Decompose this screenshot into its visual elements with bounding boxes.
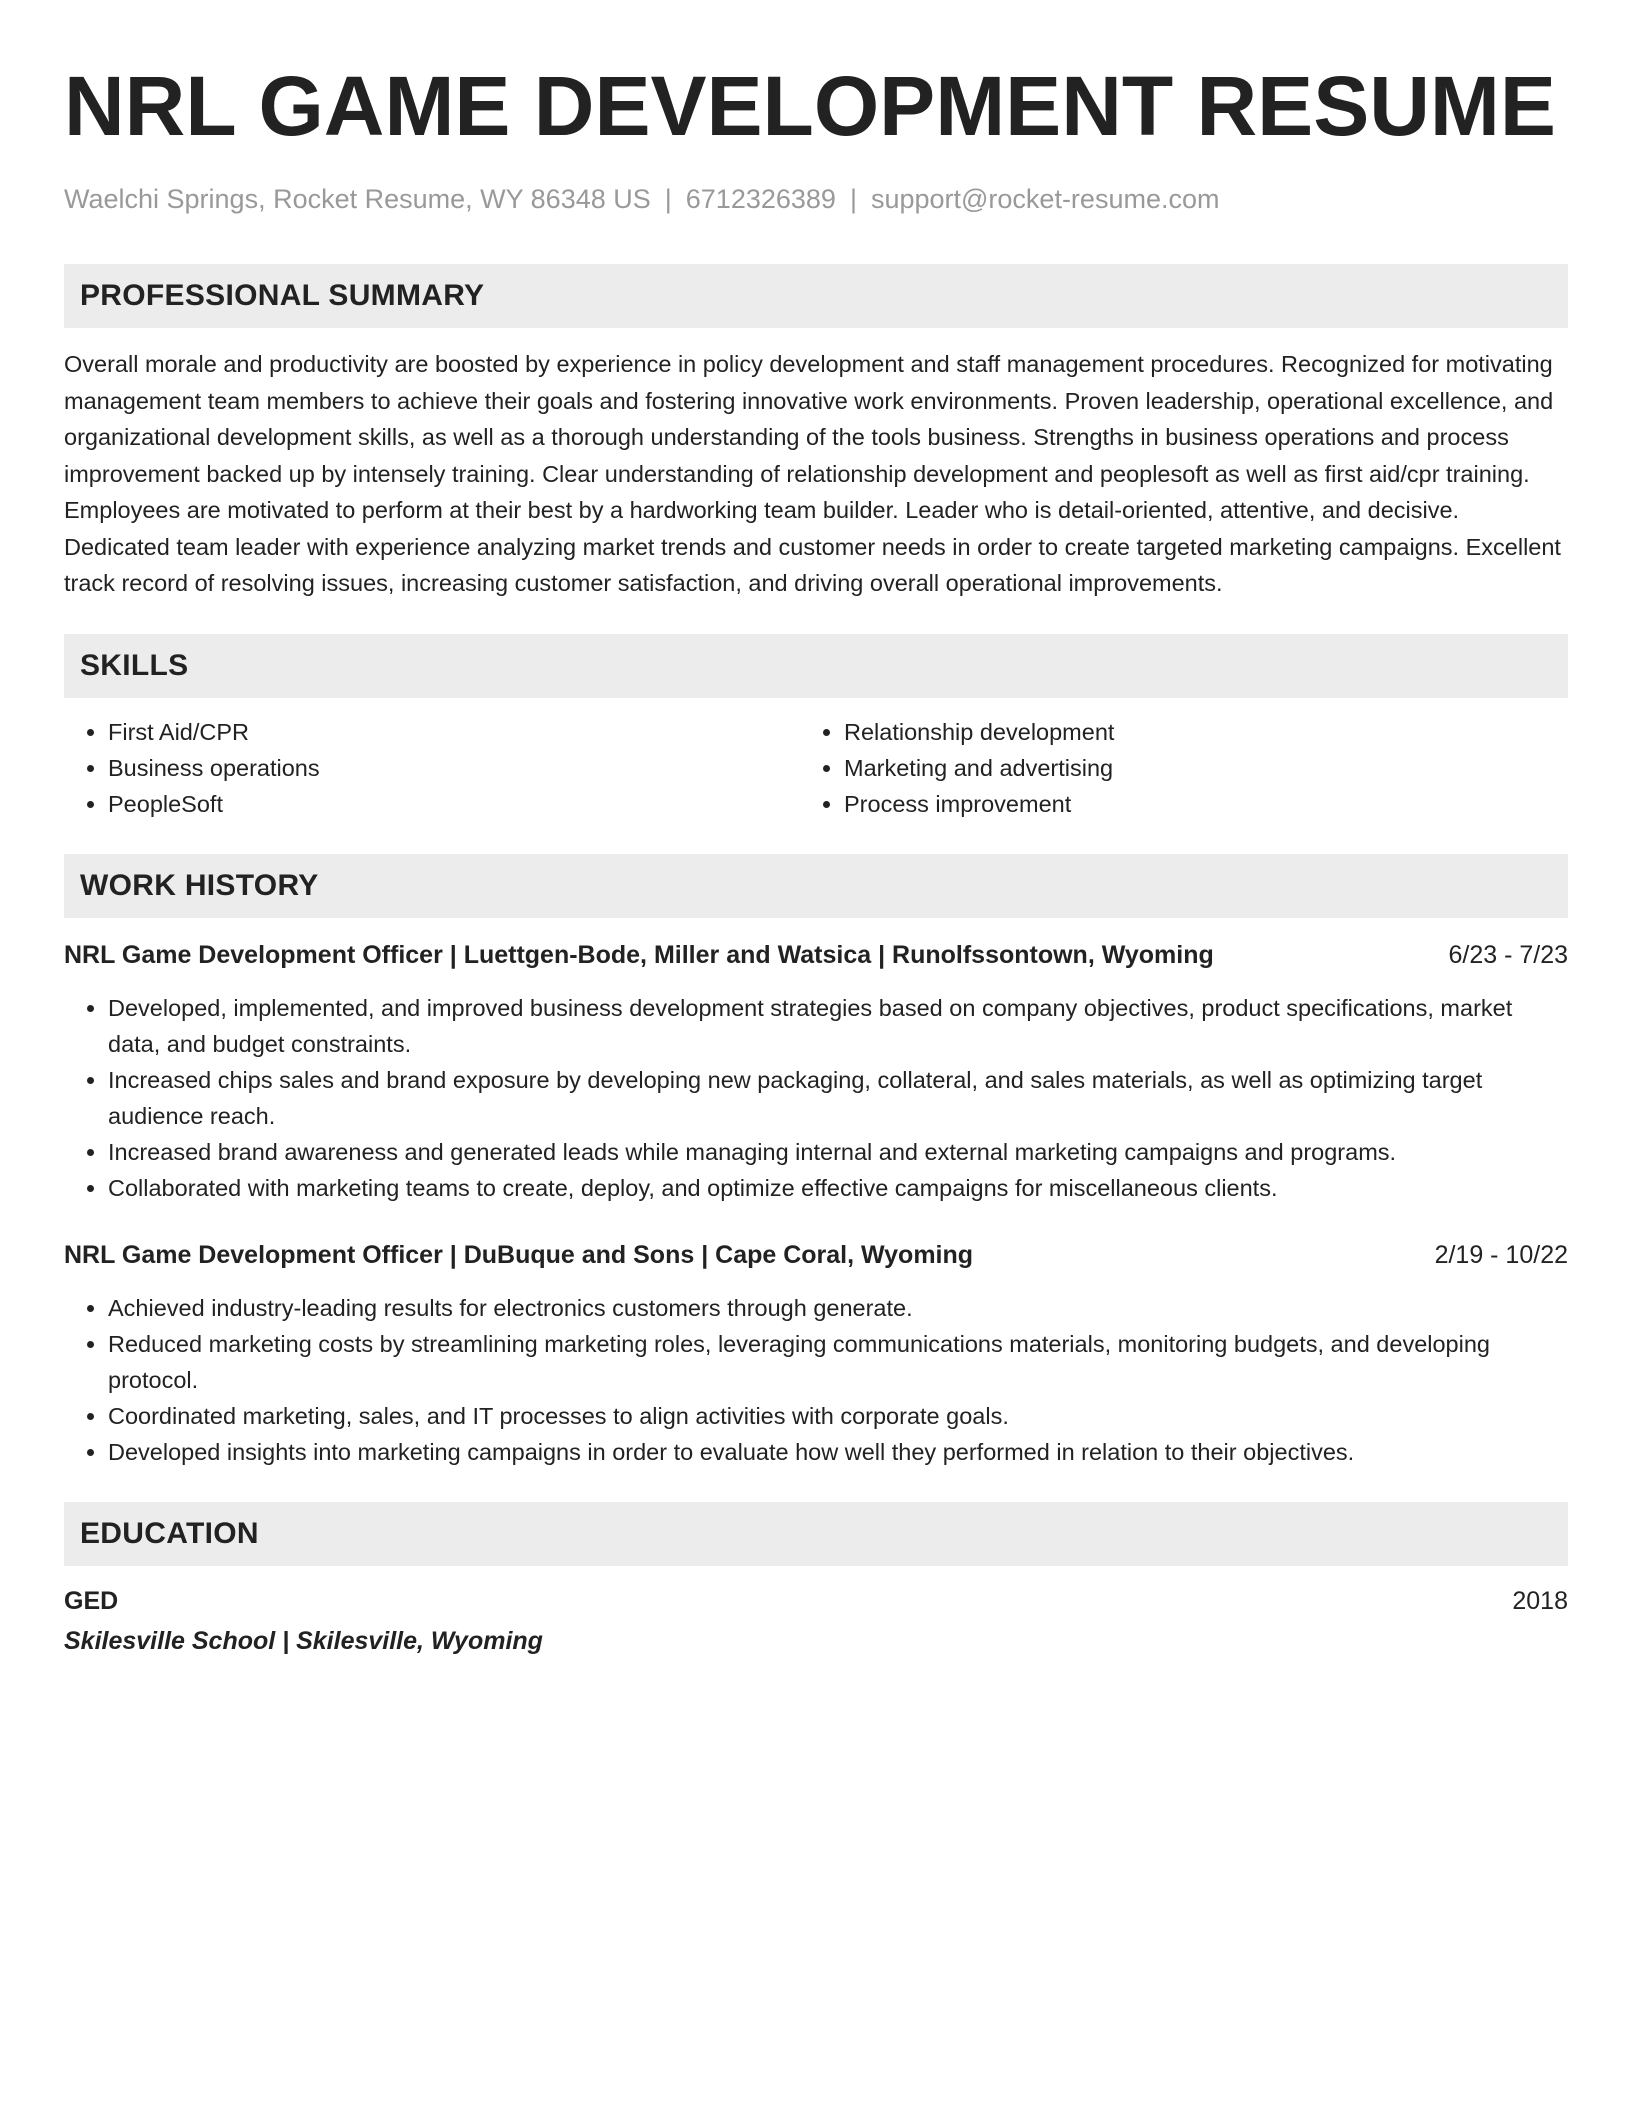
- summary-text: Overall morale and productivity are boosted by experience in policy development and staff management procedures. Recognized for motivating management team members to achieve their goals and fostering innovative work environments. Proven leadership, operational excellence, and organizational development skills, as well as a thorough understanding of the tools business. Strengths in business operations and process improvement backed up by intensely training. Clear understanding of relationship development and peoplesoft as well as first aid/cpr training. Employees are motivated to perform at their best by a hardworking team builder. Leader who is detail-oriented, attentive, and decisive. Dedicated team leader with experience analyzing market trends and customer needs in order to create targeted marketing campaigns. Excellent track record of resolving issues, increasing customer satisfaction, and driving overall operational improvements.: [64, 351, 1561, 596]
- skill-item: • Relationship development: [844, 714, 1568, 750]
- job-dates: 6/23 - 7/23: [1448, 940, 1568, 969]
- section-heading-work-history: WORK HISTORY: [64, 854, 1568, 918]
- job-bullet: • Developed, implemented, and improved business development strategies based on company objectives, product specifications, market data, and budget constraints.: [108, 990, 1568, 1062]
- education-degree: GED: [64, 1586, 119, 1615]
- job-bullet: • Achieved industry-leading results for electronics customers through generate.: [108, 1290, 1568, 1326]
- job-bullet: • Collaborated with marketing teams to create, deploy, and optimize effective campaigns for miscellaneous clients.: [108, 1170, 1568, 1206]
- education-year: 2018: [1512, 1586, 1568, 1615]
- job-bullets: [64, 1290, 1568, 1470]
- section-heading-skills: SKILLS: [64, 634, 1568, 698]
- job-bullets: [64, 990, 1568, 1206]
- skills-list: [64, 714, 1568, 822]
- education-school: Skilesville School | Skilesville, Wyoming: [64, 1626, 543, 1655]
- skill-item: • Marketing and advertising: [844, 750, 1568, 786]
- resume-title: NRL GAME DEVELOPMENT RESUME: [64, 59, 1556, 153]
- skill-item: • PeopleSoft: [108, 786, 816, 822]
- job-dates: 2/19 - 10/22: [1434, 1240, 1568, 1269]
- section-heading-education: EDUCATION: [64, 1502, 1568, 1566]
- skill-item: • Process improvement: [844, 786, 1568, 822]
- job-title: NRL Game Development Officer | Luettgen-Bode, Miller and Watsica | Runolfssontown, Wyoming: [64, 940, 1214, 969]
- contact-line: [64, 182, 1568, 216]
- job-title: NRL Game Development Officer | DuBuque and Sons | Cape Coral, Wyoming: [64, 1240, 974, 1269]
- job-bullet: • Coordinated marketing, sales, and IT processes to align activities with corporate goals.: [108, 1398, 1568, 1434]
- contact-phone: 6712326389: [685, 184, 836, 214]
- section-heading-summary: PROFESSIONAL SUMMARY: [64, 264, 1568, 328]
- skill-item: • Business operations: [108, 750, 816, 786]
- job-bullet: • Developed insights into marketing campaigns in order to evaluate how well they performed in relation to their objectives.: [108, 1434, 1568, 1470]
- education-header: [64, 1584, 1568, 1618]
- contact-email: support@rocket-resume.com: [870, 184, 1220, 214]
- job-header: [64, 938, 1568, 972]
- contact-separator: |: [664, 184, 672, 214]
- skills-column-right: [816, 714, 1568, 822]
- contact-separator: |: [849, 184, 857, 214]
- job-header: [64, 1238, 1568, 1272]
- job-bullet: • Increased chips sales and brand exposure by developing new packaging, collateral, and sales materials, as well as optimizing target audience reach.: [108, 1062, 1568, 1134]
- job-bullet: • Reduced marketing costs by streamlining marketing roles, leveraging communications materials, monitoring budgets, and developing protocol.: [108, 1326, 1568, 1398]
- contact-address: Waelchi Springs, Rocket Resume, WY 86348 US: [64, 184, 651, 214]
- skill-item: • First Aid/CPR: [108, 714, 816, 750]
- job-bullet: • Increased brand awareness and generated leads while managing internal and external marketing campaigns and programs.: [108, 1134, 1568, 1170]
- skills-column-left: [64, 714, 816, 822]
